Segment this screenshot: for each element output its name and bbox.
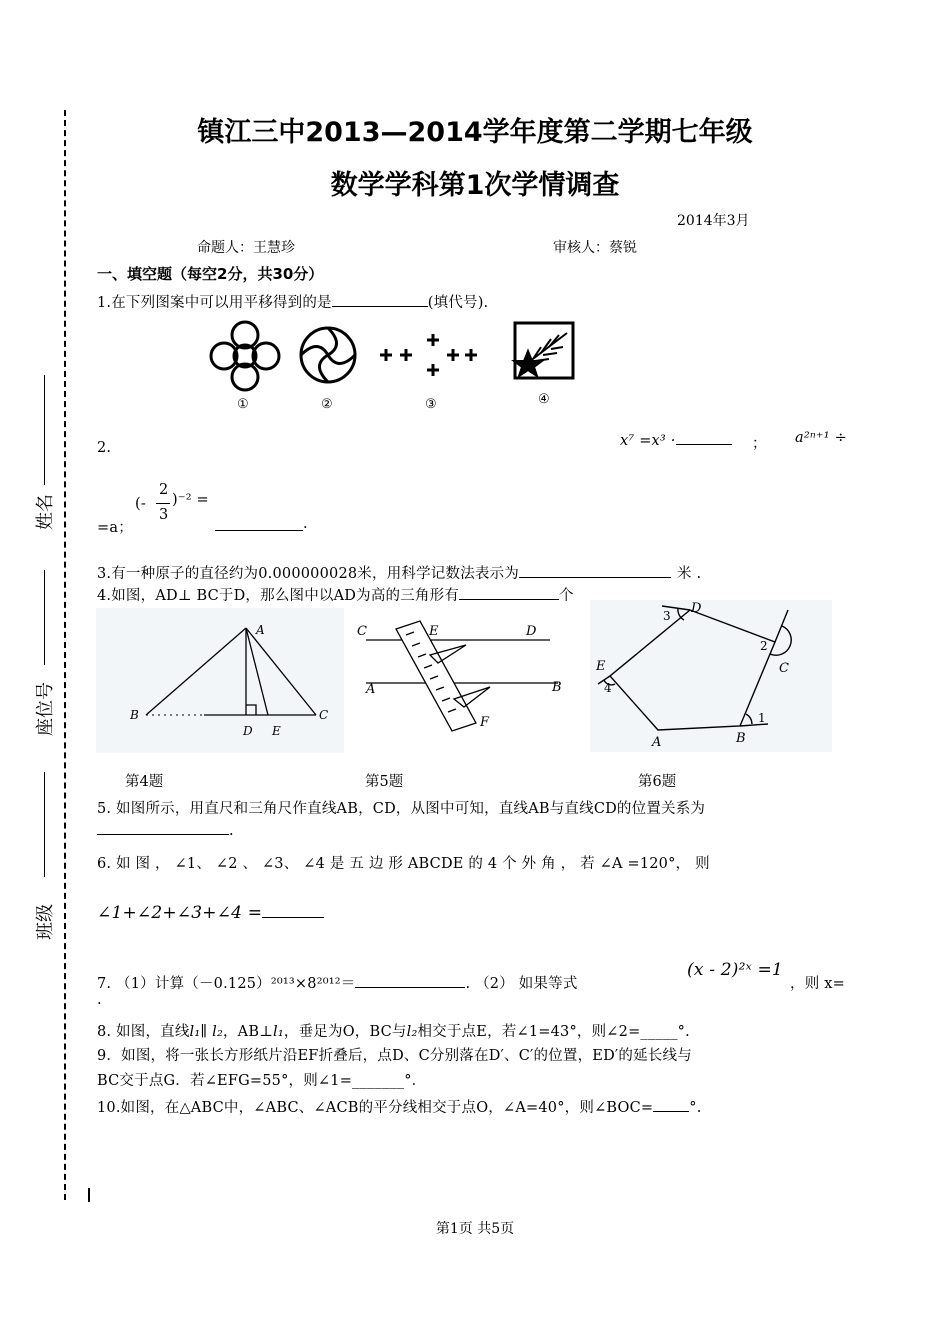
question-7: 7. （1）计算（－0.125）²⁰¹³×8²⁰¹²＝ . （2） 如果等式 <box>97 972 578 993</box>
fig4-label-E: E <box>272 724 281 738</box>
question-8: 8. 如图，直线l₁∥ l₂，AB⊥l₁，垂足为O，BC与l₂相交于点E，若∠1=43°，则∠2=_____°. <box>97 1024 690 1040</box>
q2-blank-1 <box>676 430 732 445</box>
fig5-label-C: C <box>357 624 367 639</box>
question-9-line-1: 9．如图，将一张长方形纸片沿EF折叠后，点D、C分别落在D′、C′的位置，ED′的延长线与 <box>97 1048 692 1064</box>
q1-text: 1.在下列图案中可以用平移得到的是 <box>97 295 332 311</box>
q6-blank <box>262 903 324 918</box>
pattern-2 <box>301 328 355 382</box>
fig5-label-F: F <box>480 715 490 730</box>
figure-5 <box>354 615 572 737</box>
q8-blank: _____ <box>640 1024 678 1040</box>
q6-expression: ∠1+∠2+∠3+∠4 = <box>97 903 324 923</box>
q7-suffix: ，则 x= <box>790 976 845 992</box>
fig6-label-C: C <box>779 661 789 676</box>
q7-blank-1 <box>355 973 465 988</box>
pattern-1 <box>211 322 279 390</box>
question-1 <box>97 291 488 312</box>
section-heading: 一、填空题（每空2分，共30分） <box>97 265 324 283</box>
q2-blank-2 <box>215 530 303 531</box>
class-underline <box>44 772 45 877</box>
binding-end-mark <box>88 1188 90 1202</box>
question-9-line-2: BC交于点G．若∠EFG=55°，则∠1=_______°． <box>97 1073 427 1089</box>
q7-equation: (x - 2)²ˣ =1 <box>687 960 783 980</box>
figure-5-caption: 第5题 <box>365 774 404 790</box>
q1-blank <box>332 292 428 307</box>
pattern-3 <box>380 334 477 376</box>
q1-hint: (填代号). <box>427 295 489 311</box>
class-label: 班级 <box>35 904 56 940</box>
seat-label: 座位号 <box>35 682 56 736</box>
title-line-1: 镇江三中2013—2014学年度第二学期七年级 <box>197 117 753 148</box>
pattern-4 <box>514 323 573 378</box>
fig5-label-B: B <box>552 680 562 695</box>
q10-blank <box>653 1097 689 1112</box>
fig4-label-C: C <box>319 708 329 722</box>
pattern-label-3: ③ <box>425 397 437 412</box>
fig6-label-3: 3 <box>663 609 671 623</box>
pattern-label-4: ④ <box>538 392 550 407</box>
fig6-label-A: A <box>652 735 662 750</box>
q3-blank <box>519 563 671 578</box>
fig4-label-A: A <box>256 623 265 637</box>
fig6-label-E: E <box>596 659 606 674</box>
q1-patterns <box>195 315 595 415</box>
seat-underline <box>44 570 45 665</box>
pattern-label-2: ② <box>321 397 333 412</box>
fig4-label-B: B <box>130 708 139 722</box>
q5-answer-line: . <box>97 820 234 839</box>
question-3: 3.有一种原子的直径约为0.000000028米，用科学记数法表示为 米 . <box>97 562 701 583</box>
question-10: 10.如图，在△ABC中，∠ABC、∠ACB的平分线相交于点O，∠A=40°，则∠BOC= °. <box>97 1096 702 1117</box>
reviewer: 审核人：蔡锐 <box>553 240 637 256</box>
page-footer: 第1页 共5页 <box>435 1221 515 1237</box>
fig5-label-D: D <box>526 624 537 639</box>
fig5-label-A: A <box>366 682 376 697</box>
name-label: 姓名 <box>35 494 56 530</box>
question-5: 5. 如图所示，用直尺和三角尺作直线AB，CD，从图中可知，直线AB与直线CD的位置关系为 <box>97 801 706 817</box>
q2-expr-2: a²ⁿ⁺¹ ÷ <box>795 430 847 446</box>
fig4-label-D: D <box>243 724 253 738</box>
q2-expr-1: x⁷ =x³ · <box>620 430 732 449</box>
fig6-label-2: 2 <box>760 639 768 653</box>
figure-4-caption: 第4题 <box>125 774 164 790</box>
figure-6 <box>590 600 832 752</box>
name-underline <box>44 375 45 485</box>
q7-continuation: . <box>97 992 102 1008</box>
pattern-label-1: ① <box>237 397 249 412</box>
q2-number: 2. <box>97 440 112 456</box>
exam-date: 2014年3月 <box>677 213 750 229</box>
fig6-label-D: D <box>691 601 702 616</box>
binding-dashed-line <box>64 110 66 1200</box>
q2-separator: ； <box>752 436 767 452</box>
fig6-label-1: 1 <box>758 711 766 725</box>
q5-blank <box>97 820 229 835</box>
fig5-label-E: E <box>429 624 439 639</box>
q4-blank <box>459 585 559 600</box>
fraction-bar <box>156 503 170 504</box>
q2-continuation: =a； <box>97 520 133 536</box>
figure-4 <box>96 608 344 753</box>
fig6-label-B: B <box>736 731 746 746</box>
title-line-2: 数学学科第1次学情调查 <box>330 170 620 201</box>
q2-end: . <box>303 516 308 532</box>
fig6-label-4: 4 <box>604 681 612 695</box>
author: 命题人：王慧珍 <box>197 240 295 256</box>
question-6: 6. 如 图 ， ∠1、 ∠2 、 ∠3、 ∠4 是 五 边 形 ABCDE 的 4 个 外 角 ， 若 ∠A =120°， 则 <box>97 856 710 872</box>
figure-6-caption: 第6题 <box>638 774 677 790</box>
question-4: 4.如图，AD⊥ BC于D，那么图中以AD为高的三角形有 个 <box>97 584 574 605</box>
